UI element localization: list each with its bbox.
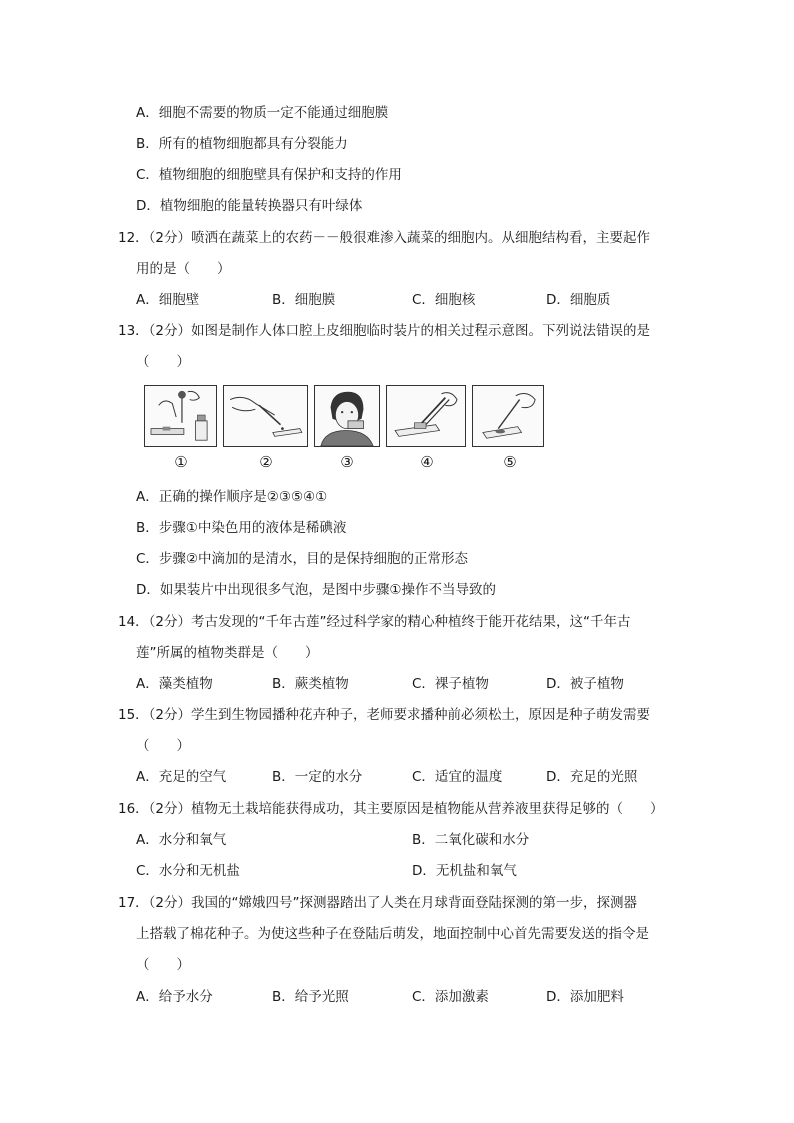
- q17-stem-line2: 上搭载了棉花种子。为使这些种子在登陆后萌发，地面控制中心首先需要发送的指令是: [136, 926, 649, 942]
- q17-option-b: B．给予光照: [272, 989, 349, 1005]
- q15-option-b: B．一定的水分: [272, 769, 363, 785]
- step2-dropping-illustration: [223, 385, 308, 447]
- step1-label: ①: [174, 453, 188, 471]
- q13-option-a: A．正确的操作顺序是②③⑤④①: [136, 489, 328, 505]
- q14-option-d: D．被子植物: [546, 676, 624, 692]
- q15-stem-line1: 15．（2分）学生到生物园播种花卉种子，老师要求播种前必须松土，原因是种子萌发需要: [118, 707, 651, 723]
- q17-option-d: D．添加肥料: [546, 989, 624, 1005]
- q15-option-c: C．适宜的温度: [412, 769, 503, 785]
- q17-option-a: A．给予水分: [136, 989, 213, 1005]
- q17-stem-line1: 17．（2分）我国的“嫦娥四号”探测器踏出了人类在月球背面登陆探测的第一步，探测器: [118, 895, 638, 911]
- q13-option-d: D．如果装片中出现很多气泡，是图中步骤①操作不当导致的: [136, 582, 496, 598]
- q12-option-c: C．细胞核: [412, 292, 476, 308]
- step4-label: ④: [420, 453, 434, 471]
- q12-option-a: A．细胞壁: [136, 292, 200, 308]
- q12-option-b: B．细胞膜: [272, 292, 336, 308]
- q13-option-b: B．步骤①中染色用的液体是稀碘液: [136, 520, 347, 536]
- step2-label: ②: [259, 453, 273, 471]
- step5-smearing-illustration: [472, 385, 544, 447]
- q14-option-c: C．裸子植物: [412, 676, 489, 692]
- q17-stem-line3: （ ）: [136, 957, 190, 973]
- q15-option-a: A．充足的空气: [136, 769, 227, 785]
- q16-option-b: B．二氧化碳和水分: [412, 832, 530, 848]
- q16-option-c: C．水分和无机盐: [136, 863, 240, 879]
- q11-option-a: A．细胞不需要的物质一定不能通过细胞膜: [136, 105, 389, 121]
- q11-option-d: D．植物细胞的能量转换器只有叶绿体: [136, 198, 363, 214]
- q12-option-d: D．细胞质: [546, 292, 611, 308]
- q13-procedure-figure: [144, 385, 549, 475]
- q12-stem-line1: 12．（2分）喷洒在蔬菜上的农药－－般很难渗入蔬菜的细胞内。从细胞结构看，主要起作: [118, 230, 651, 246]
- step3-scraping-illustration: [314, 385, 380, 447]
- step4-tweezers-illustration: [386, 385, 466, 447]
- q14-option-b: B．蕨类植物: [272, 676, 349, 692]
- q16-stem-line1: 16．（2分）植物无土栽培能获得成功，其主要原因是植物能从营养液里获得足够的（ ）: [118, 801, 664, 817]
- q11-option-c: C．植物细胞的细胞壁具有保护和支持的作用: [136, 167, 402, 183]
- q13-option-c: C．步骤②中滴加的是清水，目的是保持细胞的正常形态: [136, 551, 469, 567]
- q14-stem-line1: 14．（2分）考古发现的“千年古莲”经过科学家的精心种植终于能开花结果，这“千年古: [118, 614, 631, 630]
- step1-staining-illustration: [144, 385, 217, 447]
- q11-option-b: B．所有的植物细胞都具有分裂能力: [136, 136, 348, 152]
- q13-stem-line2: （ ）: [136, 354, 190, 370]
- q16-option-d: D．无机盐和氧气: [412, 863, 517, 879]
- q13-stem-line1: 13．（2分）如图是制作人体口腔上皮细胞临时装片的相关过程示意图。下列说法错误的是: [118, 323, 651, 339]
- step3-label: ③: [340, 453, 354, 471]
- q14-option-a: A．藻类植物: [136, 676, 213, 692]
- q12-stem-line2: 用的是（ ）: [136, 261, 231, 277]
- q17-option-c: C．添加激素: [412, 989, 489, 1005]
- q15-stem-line2: （ ）: [136, 738, 190, 754]
- q14-stem-line2: 莲”所属的植物类群是（ ）: [136, 645, 319, 661]
- step5-label: ⑤: [503, 453, 517, 471]
- q16-option-a: A．水分和氧气: [136, 832, 227, 848]
- q15-option-d: D．充足的光照: [546, 769, 638, 785]
